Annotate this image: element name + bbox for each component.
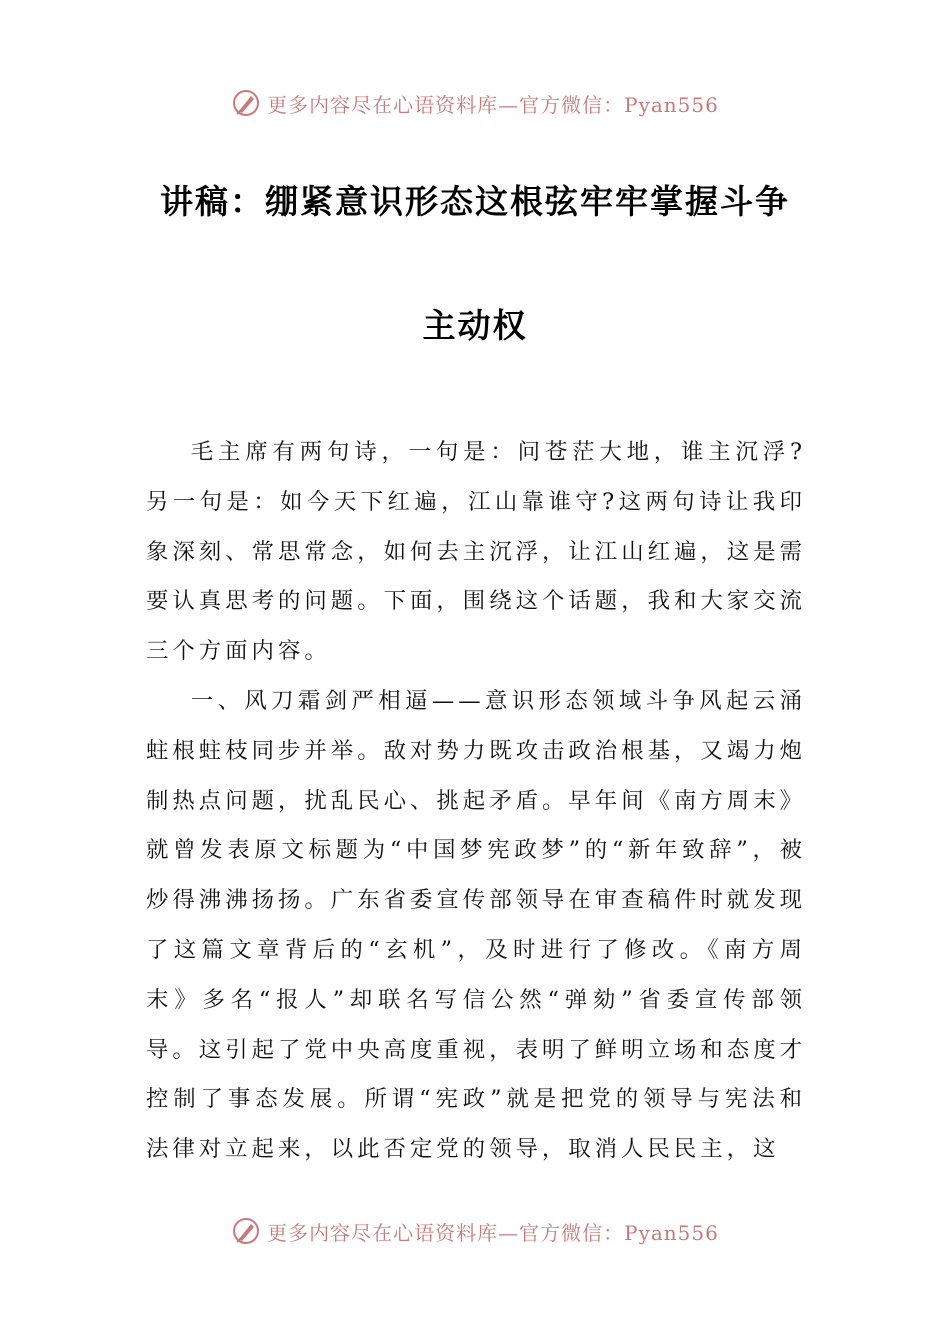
header-watermark [0,83,950,123]
paragraph-2: 一、风刀霜剑严相逼——意识形态领域斗争风起云涌蛀根蛀枝同步并举。敌对势力既攻击政治根基，又竭力炮制热点问题，扰乱民心、挑起矛盾。早年间《南方周末》就曾发表原文标题为“中国梦宪政梦”的“新年致辞”，被炒得沸沸扬扬。广东省委宣传部领导在审查稿件时就发现了这篇文章背后的“玄机”，及时进行了修改。《南方周末》多名“报人”却联名写信公然“弹劾”省委宣传部领导。这引起了党中央高度重视，表明了鲜明立场和态度才控制了事态发展。所谓“宪政”就是把党的领导与宪法和法律对立起来，以此否定党的领导，取消人民民主，这 [146,687,806,1163]
document-body [146,428,806,1175]
pen-logo-icon [231,1216,261,1246]
footer-watermark [0,1211,950,1251]
watermark-text: 更多内容尽在心语资料库—官方微信：Pyan556 [267,92,719,117]
paragraph-1: 毛主席有两句诗，一句是：问苍茫大地，谁主沉浮?另一句是：如今天下红遍，江山靠谁守?这两句诗让我印象深刻、常思常念，如何去主沉浮，让江山红遍，这是需要认真思考的问题。下面，围绕这个话题，我和大家交流三个方面内容。 [146,439,806,665]
pen-logo-icon [231,88,261,118]
document-title-line-1: 讲稿：绷紧意识形态这根弦牢牢掌握斗争 [160,182,790,221]
watermark-text: 更多内容尽在心语资料库—官方微信：Pyan556 [267,1220,719,1245]
document-title-line-2: 主动权 [422,306,528,345]
